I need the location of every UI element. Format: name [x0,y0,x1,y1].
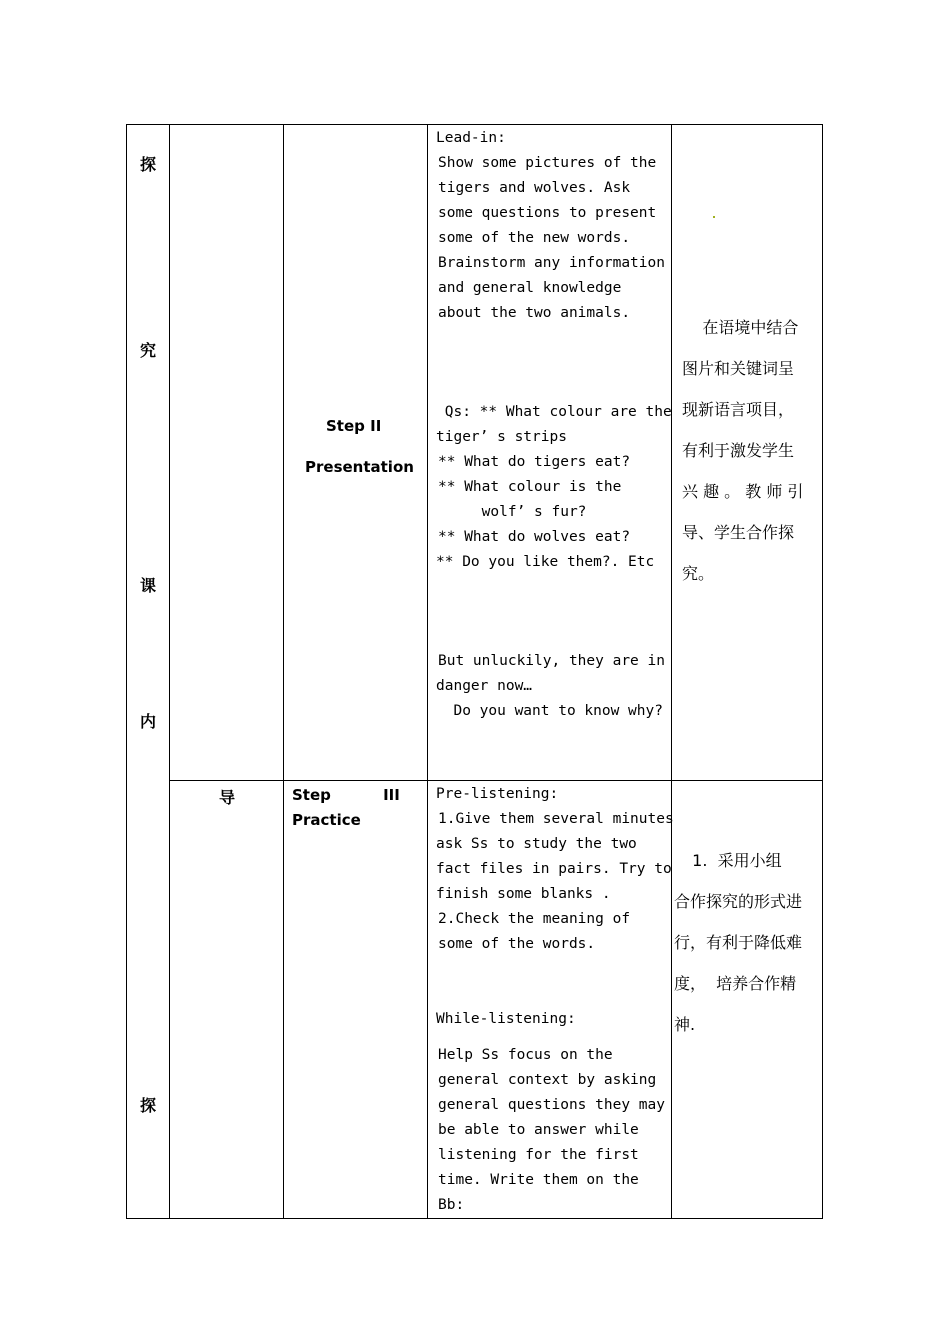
step-3-title: Step III [292,786,400,804]
qs-line-4: ** What colour is the [438,479,622,495]
leadin-line-4: some of the new words. [438,230,631,246]
qs-line-5: wolf’ s fur? [438,504,587,520]
pre-line-5: 2.Check the meaning of [438,911,631,927]
remark2-line-3: 行，有利于降低难 [674,933,803,952]
while-line-4: be able to answer while [438,1122,639,1138]
remark1-line-5: 兴 趣 。 教 师 引 [682,482,804,501]
col-divider-3 [427,124,428,1219]
remark1-line-6: 导、学生合作探 [682,523,795,542]
col1-char-5: 探 [140,1096,157,1115]
row-divider [169,780,823,781]
while-line-3: general questions they may [438,1097,665,1113]
while-listening-heading: While-listening: [436,1011,576,1027]
remark2-line-1: 1. 采用小组 [682,851,782,870]
col-divider-1 [169,124,170,1219]
pre-listening-heading: Pre-listening: [436,786,559,802]
remark1-line-4: 有利于激发学生 [682,441,795,460]
leadin-line-5: Brainstorm any information [438,255,665,271]
remark1-line-7: 究。 [682,564,715,583]
qs-line-7: ** Do you like them?. Etc [436,554,655,570]
step-2-subtitle: Presentation [305,458,414,476]
leadin-line-7: about the two animals. [438,305,631,321]
col1-char-2: 究 [140,341,157,360]
end-line-2: danger now… [436,678,533,694]
pre-line-1: 1.Give them several minutes [438,811,674,827]
col1-char-3: 课 [140,576,157,595]
guide-char: 导 [219,788,236,807]
decorative-dot [713,216,715,218]
leadin-line-6: and general knowledge [438,280,622,296]
remark1-line-2: 图片和关键词呈 [682,359,795,378]
col1-char-1: 探 [140,155,157,174]
leadin-heading: Lead-in: [436,130,506,146]
col-divider-2 [283,124,284,1219]
qs-line-2: tiger’ s strips [436,429,567,445]
col-divider-4 [671,124,672,1219]
while-line-5: listening for the first [438,1147,639,1163]
col1-char-4: 内 [140,712,157,731]
qs-line-3: ** What do tigers eat? [438,454,631,470]
leadin-line-1: Show some pictures of the [438,155,657,171]
step-3-subtitle: Practice [292,811,361,829]
pre-line-3: fact files in pairs. Try to [436,861,672,877]
end-line-1: But unluckily, they are in [438,653,665,669]
while-line-1: Help Ss focus on the [438,1047,613,1063]
end-line-3: Do you want to know why? [436,703,663,719]
while-line-7: Bb: [438,1197,465,1213]
leadin-line-2: tigers and wolves. Ask [438,180,631,196]
remark2-line-2: 合作探究的形式进 [674,892,803,911]
pre-line-6: some of the words. [438,936,596,952]
remark1-line-1: 在语境中结合 [682,318,799,337]
remark2-line-4: 度， 培养合作精 [674,974,797,993]
while-line-6: time. Write them on the [438,1172,639,1188]
remark1-line-3: 现新语言项目， [682,400,795,419]
pre-line-4: finish some blanks . [436,886,611,902]
leadin-line-3: some questions to present [438,205,657,221]
qs-line-6: ** What do wolves eat? [438,529,631,545]
step-2-title: Step II [326,417,382,435]
while-line-2: general context by asking [438,1072,657,1088]
remark2-line-5: 神. [674,1015,696,1034]
pre-line-2: ask Ss to study the two [436,836,637,852]
qs-line-1: Qs: ** What colour are the [436,404,672,420]
